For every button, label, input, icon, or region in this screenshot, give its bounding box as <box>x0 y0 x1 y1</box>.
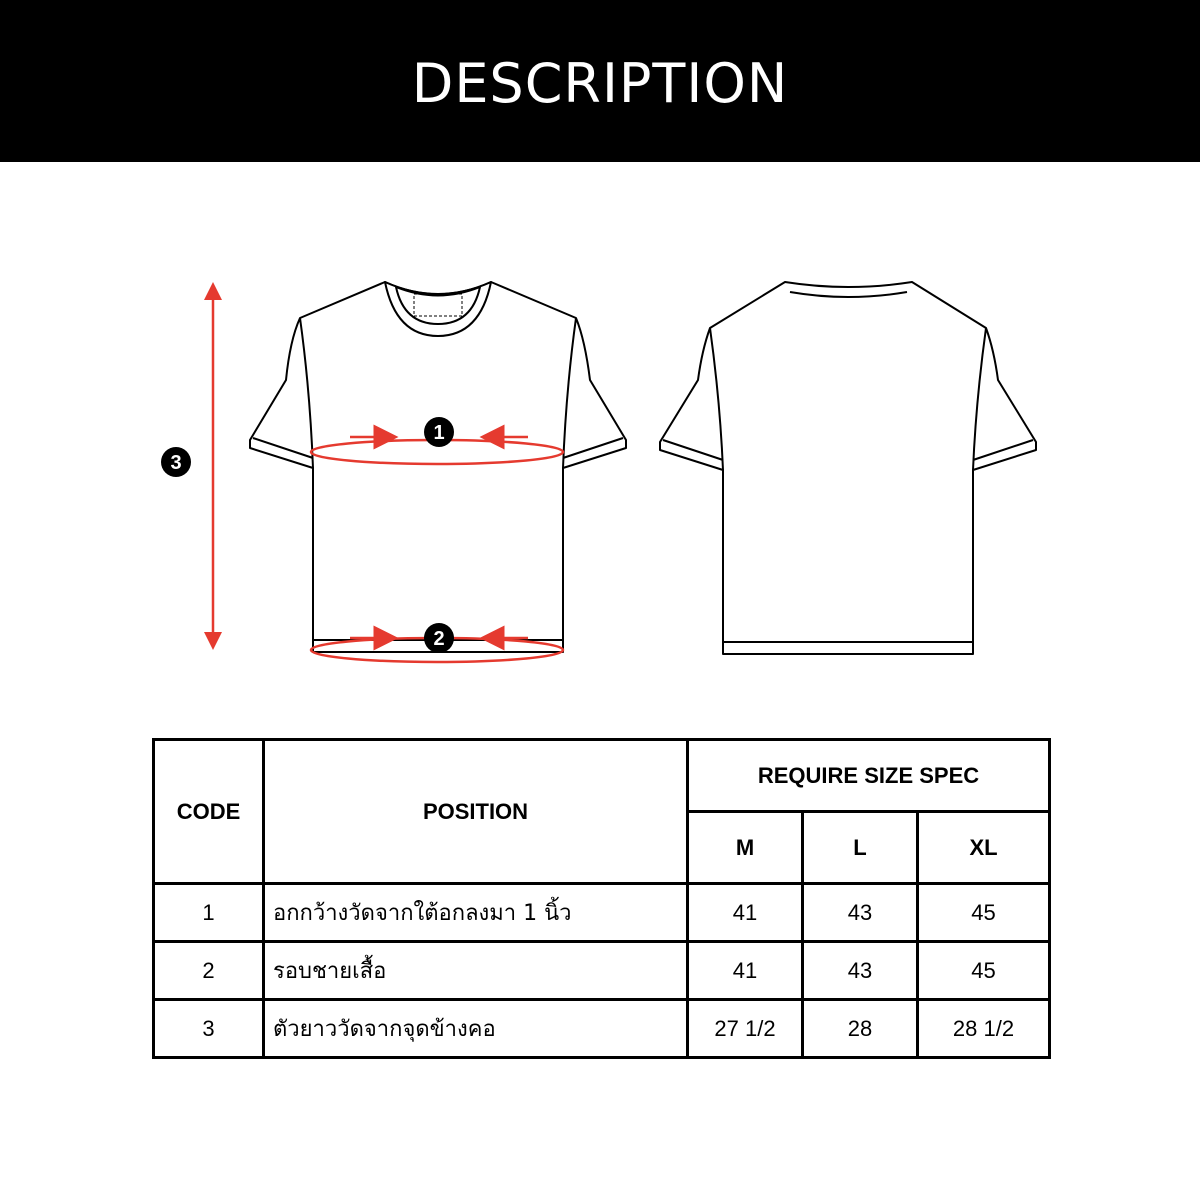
row-value-m: 41 <box>688 884 803 942</box>
column-header-size-spec: REQUIRE SIZE SPEC <box>688 740 1050 812</box>
row-value-xl: 45 <box>918 884 1050 942</box>
length-arrow-bottom <box>204 632 222 650</box>
row-value-m: 41 <box>688 942 803 1000</box>
row-position: ตัวยาววัดจากจุดข้างคอ <box>264 1000 688 1058</box>
header-bar <box>0 0 1200 162</box>
table-row <box>154 942 1050 1000</box>
page-title: DESCRIPTION <box>411 51 789 115</box>
table-header-row <box>154 740 1050 812</box>
front-tshirt <box>250 282 626 652</box>
column-header-code: CODE <box>154 740 264 884</box>
front-body-outline <box>250 282 626 652</box>
row-code: 1 <box>154 884 264 942</box>
row-value-l: 43 <box>803 942 918 1000</box>
row-code: 2 <box>154 942 264 1000</box>
column-header-size: XL <box>918 812 1050 884</box>
row-value-l: 28 <box>803 1000 918 1058</box>
marker-badge-hem <box>424 623 454 653</box>
column-header-size: M <box>688 812 803 884</box>
row-position: รอบชายเสื้อ <box>264 942 688 1000</box>
size-spec-table <box>152 738 1051 1059</box>
row-position: อกกว้างวัดจากใต้อกลงมา 1 นิ้ว <box>264 884 688 942</box>
length-arrow-top <box>204 282 222 300</box>
back-tshirt <box>660 282 1036 654</box>
row-value-m: 27 1/2 <box>688 1000 803 1058</box>
back-body-outline <box>660 282 1036 654</box>
tshirt-illustration <box>0 162 1200 722</box>
row-value-xl: 45 <box>918 942 1050 1000</box>
row-value-xl: 28 1/2 <box>918 1000 1050 1058</box>
marker-badge-chest <box>424 417 454 447</box>
column-header-size: L <box>803 812 918 884</box>
marker-badge-chest-label: 1 <box>433 422 445 444</box>
table-row <box>154 884 1050 942</box>
marker-badge-length <box>161 447 191 477</box>
row-value-l: 43 <box>803 884 918 942</box>
row-code: 3 <box>154 1000 264 1058</box>
marker-badge-hem-label: 2 <box>433 628 445 650</box>
table-row <box>154 1000 1050 1058</box>
marker-badge-length-label: 3 <box>170 452 182 474</box>
column-header-position: POSITION <box>264 740 688 884</box>
